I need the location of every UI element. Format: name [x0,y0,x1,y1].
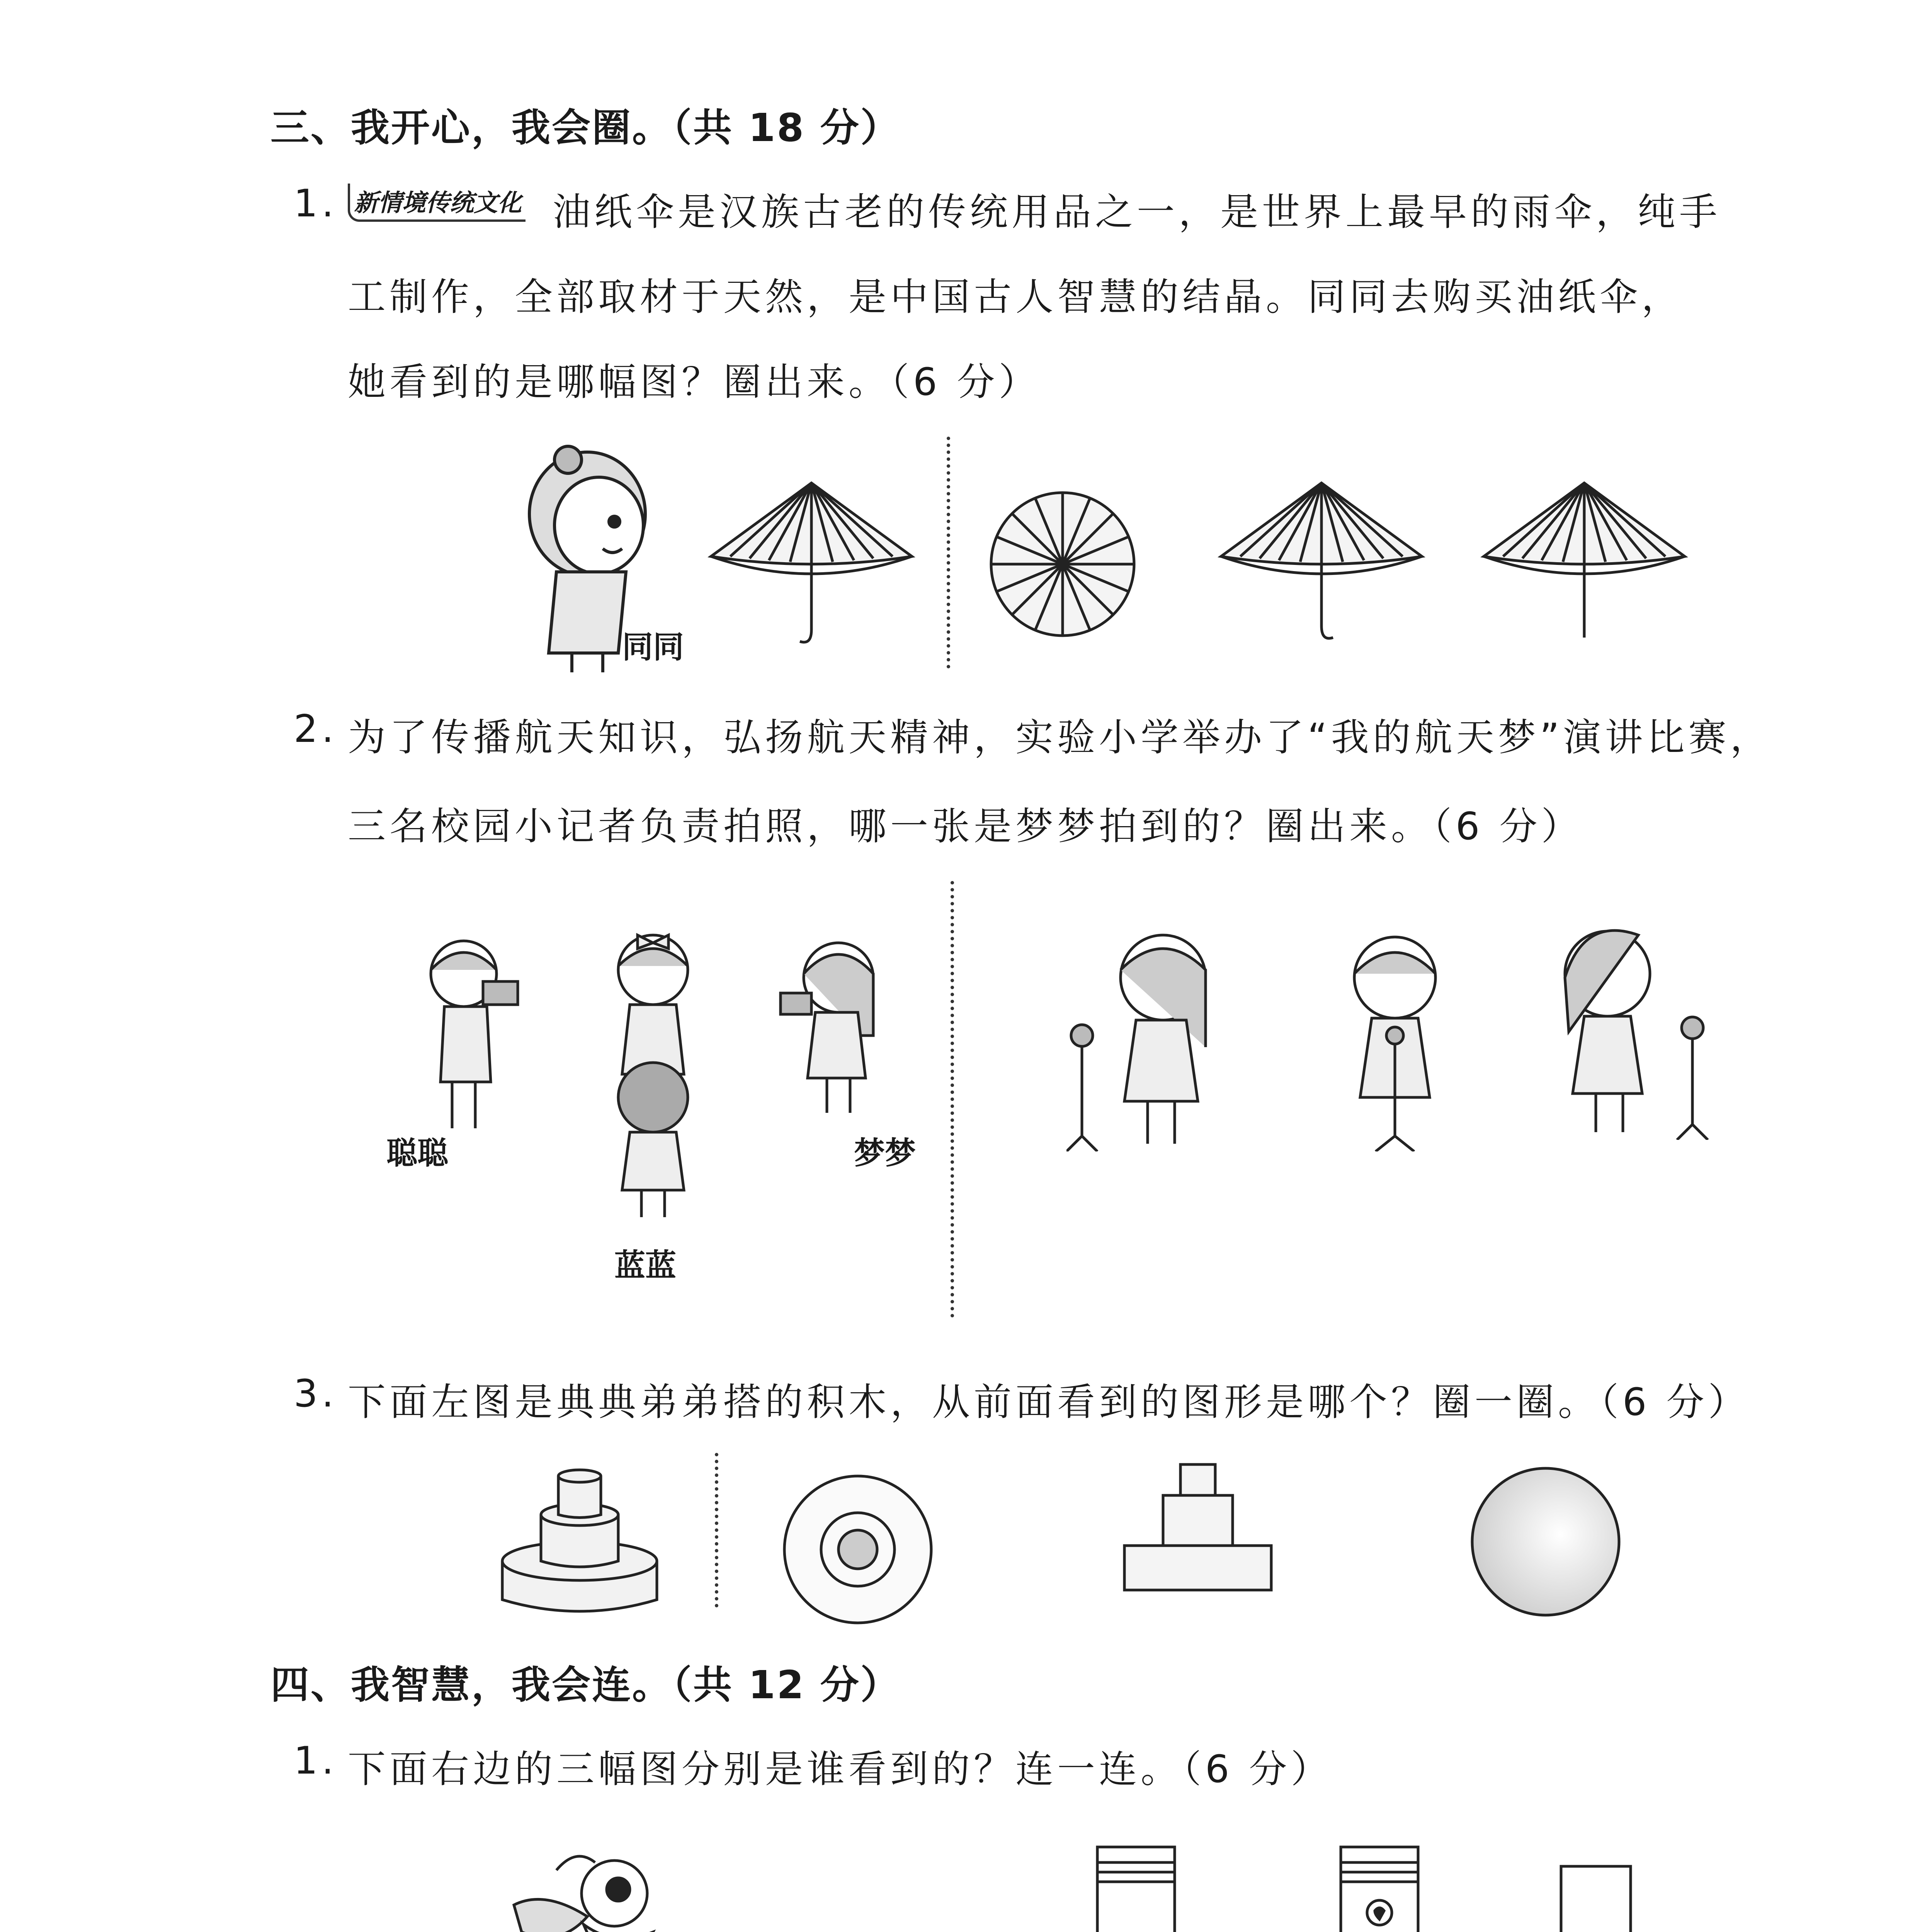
girl-mengmeng-camera-figure [773,935,896,1121]
umbrella-side-figure-b [1217,475,1426,649]
q3-line1: 下面左图是典典弟弟搭的积木，从前面看到的图形是哪个？圈一圈。（6 分） [348,1380,1750,1424]
view-option-square-top [1557,1862,1634,1932]
q2-number: 2. [294,707,338,751]
q1-line1: 油纸伞是汉族古老的传统用品之一，是世界上最早的雨伞，纯手 [553,190,1721,234]
s4-q1-line1: 下面右边的三幅图分别是谁看到的？连一连。（6 分） [348,1747,1333,1791]
q1-line2: 工制作，全部取材于天然，是中国古人智慧的结晶。同同去购买油纸伞， [348,275,1684,319]
q2-line1: 为了传播航天知识，弘扬航天精神，实验小学举办了“我的航天梦”演讲比赛， [348,716,1772,760]
photo-option-front-view [1329,920,1461,1151]
view-option-plain-front [1094,1843,1179,1932]
umbrella-side-figure [707,475,916,649]
concentric-circles-option [777,1468,939,1631]
umbrella-top-view-figure [985,487,1140,641]
new-context-tag: 新情境传统文化 [348,184,526,222]
section4-title: 四、我智慧，我会连。（共 12 分） [270,1662,901,1708]
sphere-option [1464,1461,1627,1623]
girl-lanlan-back-figure [603,1059,703,1221]
divider-q1 [947,437,950,668]
divider-q3 [715,1453,718,1607]
q1-line3: 她看到的是哪幅图？圈出来。（6 分） [348,360,1041,404]
q1-number: 1. [294,182,338,226]
label-lanlan: 蓝蓝 [614,1247,676,1283]
boy-congcong-camera-figure [406,935,529,1136]
divider-q2 [951,881,954,1318]
view-option-heart-front [1337,1843,1422,1932]
parrot-figure [498,1847,668,1932]
photo-option-left-view [1066,920,1229,1151]
label-mengmeng: 梦梦 [854,1135,916,1171]
umbrella-side-figure-c [1480,475,1689,649]
q2-line2: 三名校园小记者负责拍照，哪一张是梦梦拍到的？圈出来。（6 分） [348,804,1583,849]
s4-q1-number: 1. [294,1739,338,1783]
label-tongtong: 同同 [622,629,684,665]
photo-option-right-view [1546,900,1731,1140]
q3-number: 3. [294,1372,338,1416]
stepped-rectangles-option [1121,1461,1275,1592]
label-congcong: 聪聪 [386,1135,448,1171]
section3-title: 三、我开心，我会圈。（共 18 分） [270,105,901,150]
stacked-cylinders-figure [495,1461,665,1615]
